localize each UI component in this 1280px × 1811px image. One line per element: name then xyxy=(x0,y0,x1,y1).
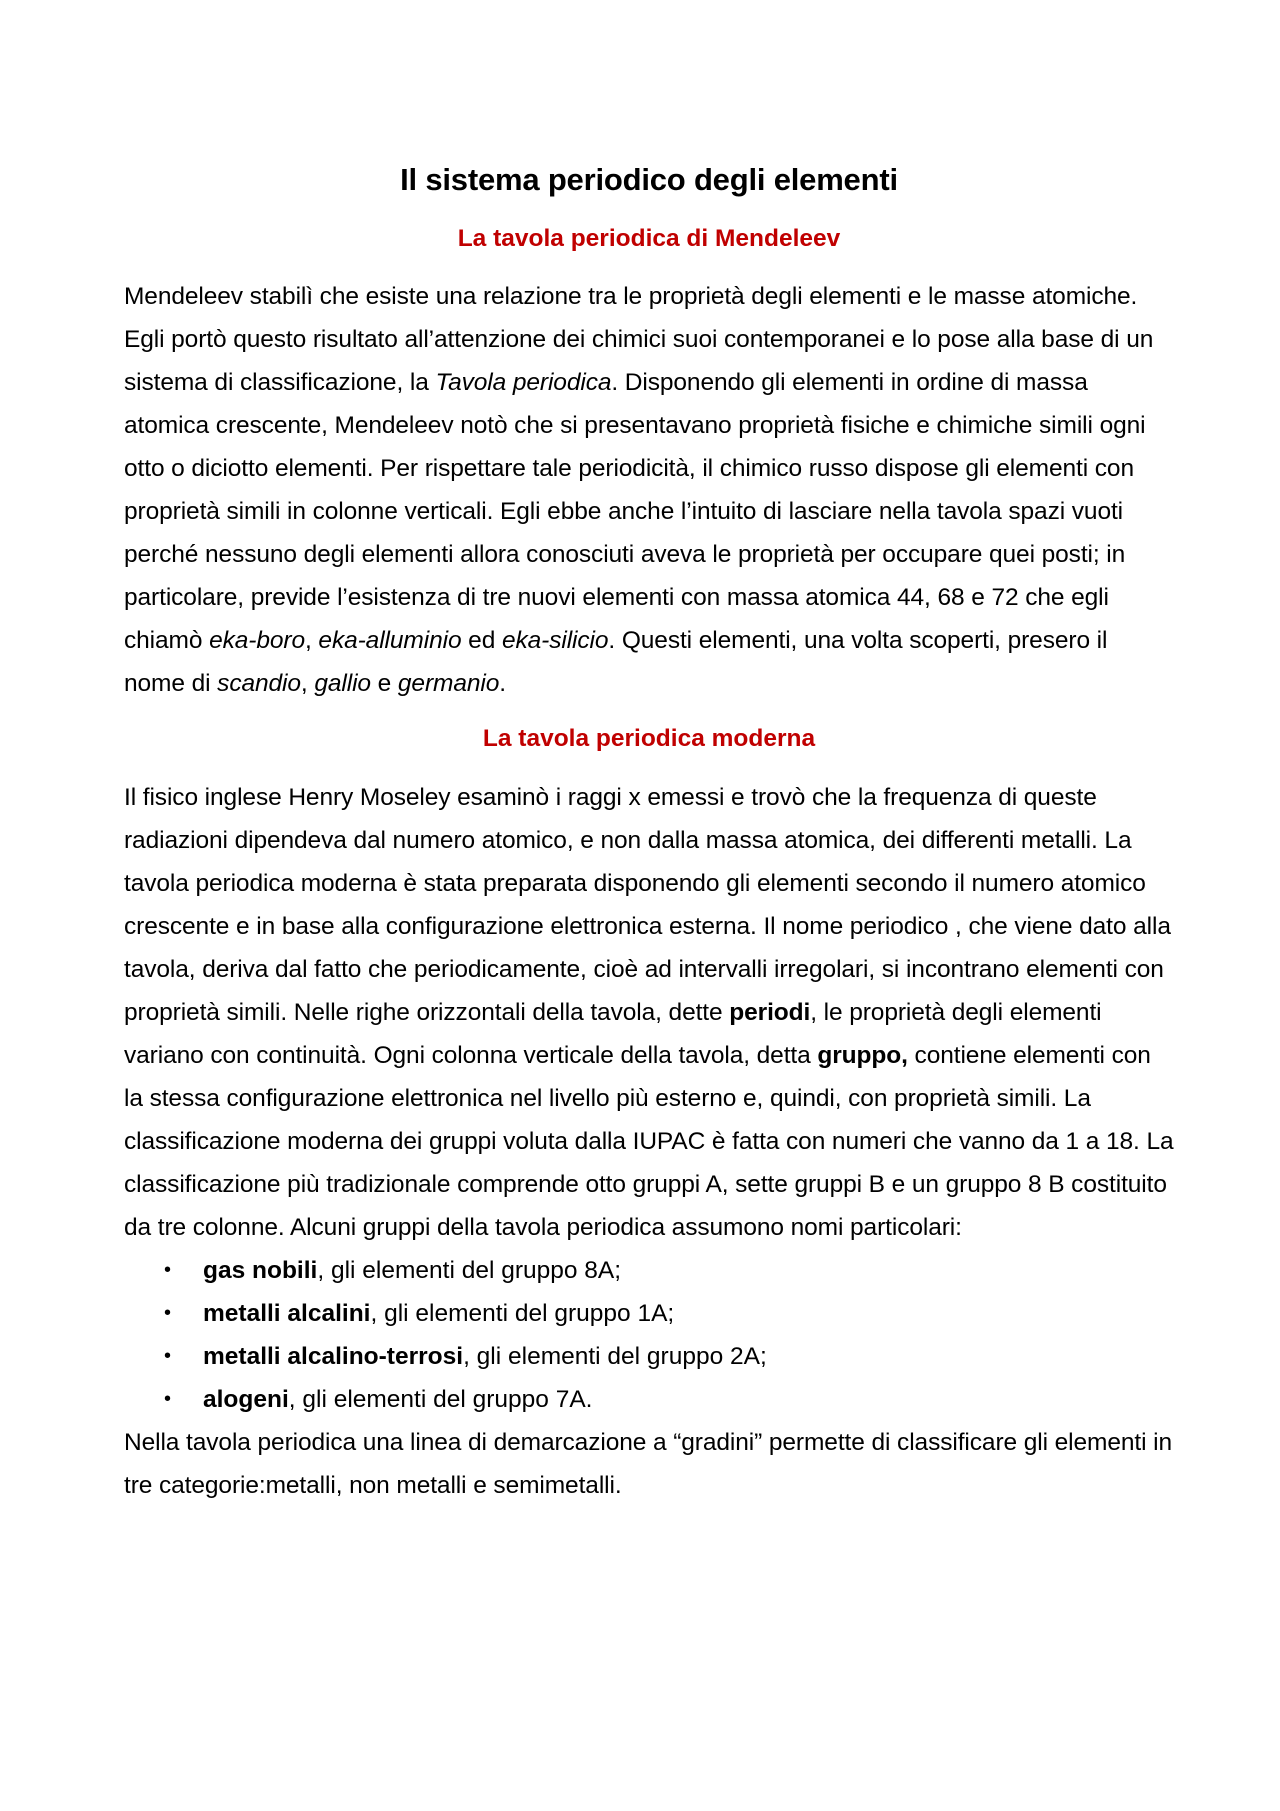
text-run: , xyxy=(300,670,315,697)
text-run: Mendeleev stabilì che esiste una relazione tra le proprietà degli elementi e le masse atomiche. Egli portò questo risultato all’attenzione dei chimici suoi contemporanei e lo pose alla base di un sistema di classificazione, la xyxy=(124,283,1154,396)
italic-term: scandio xyxy=(217,670,301,697)
list-item xyxy=(124,1249,1174,1292)
paragraph-closing: Nella tavola periodica una linea di demarcazione a “gradini” permette di classificare gli elementi in tre categorie:metalli, non metalli e semimetalli. xyxy=(124,1429,1173,1499)
bold-term: gruppo, xyxy=(817,1042,908,1069)
italic-term: Tavola periodica xyxy=(435,369,612,396)
italic-term: eka-silicio xyxy=(501,627,609,654)
italic-term: gallio xyxy=(314,670,371,697)
text-run: . xyxy=(499,670,506,697)
text-run: . Disponendo gli elementi in ordine di massa atomica crescente, Mendeleev notò che si presentavano proprietà fisiche e chimiche simili ogni otto o diciotto elementi. Per rispettare tale periodicità, il chimico russo dispose gli elementi con proprietà simili in colonne verticali. Egli ebbe anche l’intuito di lasciare nella tavola spazi vuoti perché nessuno degli elementi allora conosciuti aveva le proprietà per occupare quei posti; in particolare, previde l’esistenza di tre nuovi elementi con massa atomica 44, 68 e 72 che egli chiamò xyxy=(124,369,1146,654)
bold-term: metalli alcalino-terrosi xyxy=(203,1343,464,1370)
text-run: Il fisico inglese Henry Moseley esaminò i raggi x emessi e trovò che la frequenza di queste radiazioni dipendeva dal numero atomico, e non dalla massa atomica, dei differenti metalli. La tavola periodica moderna è stata preparata disponendo gli elementi secondo il numero atomico crescente e in base alla configurazione elettronica esterna. Il nome periodico , che viene dato alla tavola, deriva dal fatto che periodicamente, cioè ad intervalli irregolari, si incontrano elementi con proprietà simili. Nelle righe orizzontali della tavola, dette xyxy=(124,784,1171,1026)
text-run: , gli elementi del gruppo 2A; xyxy=(463,1343,767,1370)
bold-term: gas nobili xyxy=(203,1257,318,1284)
section-heading-moderna: La tavola periodica moderna xyxy=(482,725,816,752)
paragraph-moderna xyxy=(124,776,1174,1249)
list-item xyxy=(124,1335,1174,1378)
bullet-icon: • xyxy=(164,1345,172,1367)
text-run: ed xyxy=(461,627,502,654)
italic-term: eka-boro xyxy=(209,627,305,654)
bullet-icon: • xyxy=(164,1388,172,1410)
list-item xyxy=(124,1292,1174,1335)
text-run: , gli elementi del gruppo 1A; xyxy=(370,1300,675,1327)
bullet-icon: • xyxy=(164,1259,172,1281)
paragraph-mendeleev xyxy=(124,275,1174,705)
page-title: Il sistema periodico degli elementi xyxy=(400,162,898,197)
document-page xyxy=(124,150,1174,1770)
text-run: , gli elementi del gruppo 8A; xyxy=(317,1257,622,1284)
bold-term: periodi xyxy=(729,999,811,1026)
text-run: , le proprietà degli elementi variano con continuità. Ogni colonna verticale della tavola, detta xyxy=(124,999,1102,1069)
text-run: contiene elementi con la stessa configurazione elettronica nel livello più esterno e, quindi, con proprietà simili. La classificazione moderna dei gruppi voluta dalla IUPAC è fatta con numeri che vanno da 1 a 18. La classificazione più tradizionale comprende otto gruppi A, sette gruppi B e un gruppo 8 B costituito da tre colonne. Alcuni gruppi della tavola periodica assumono nomi particolari: xyxy=(124,1042,1174,1241)
italic-term: eka-alluminio xyxy=(318,627,462,654)
bold-term: alogeni xyxy=(203,1386,289,1413)
bullet-icon: • xyxy=(164,1302,172,1324)
text-run: e xyxy=(370,670,398,697)
section-heading-mendeleev: La tavola periodica di Mendeleev xyxy=(457,225,841,252)
italic-term: germanio xyxy=(397,670,500,697)
text-run: , xyxy=(305,627,319,654)
bold-term: metalli alcalini xyxy=(203,1300,371,1327)
group-names-list xyxy=(124,1249,1174,1421)
text-run: , gli elementi del gruppo 7A. xyxy=(288,1386,593,1413)
list-item xyxy=(124,1378,1174,1421)
text-run: . Questi elementi, una volta scoperti, presero il nome di xyxy=(124,627,1108,697)
